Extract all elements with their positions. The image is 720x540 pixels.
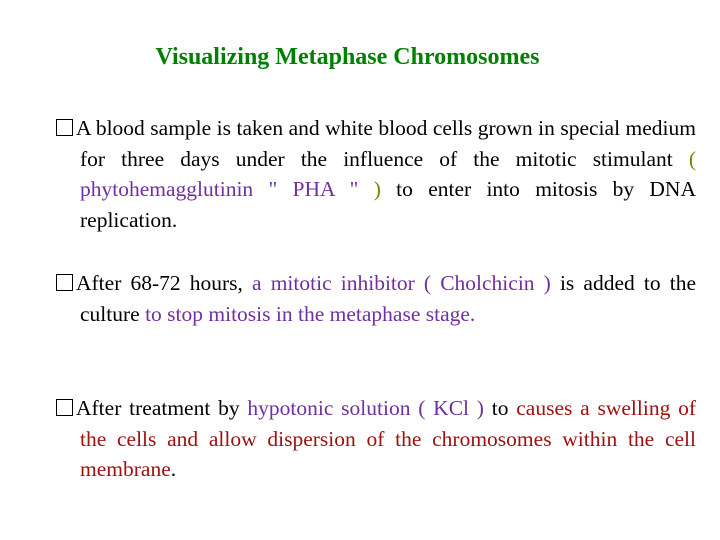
square-bullet-icon <box>56 119 73 136</box>
p1-text-3: to enter into mitosis by DNA replication. <box>80 177 696 232</box>
slide-title: Visualizing Metaphase Chromosomes <box>155 44 540 70</box>
paragraph-hypotonic-treatment <box>56 393 696 485</box>
paragraph-mitotic-inhibitor <box>56 268 696 329</box>
square-bullet-icon <box>56 399 73 416</box>
p1-paren-open: ( <box>688 146 696 171</box>
paragraph-blood-sample <box>56 113 696 235</box>
p2-text-1: After 68-72 hours, <box>76 271 243 295</box>
p1-text-1: A blood sample is taken and white blood cells grown in special medium for three days under the influence of the mitotic stimulant <box>76 116 696 171</box>
p3-period: . <box>170 457 177 481</box>
p3-hypotonic-text: hypotonic solution ( KCl ) <box>247 396 484 420</box>
square-bullet-icon <box>56 274 73 291</box>
p3-text-3: to <box>483 396 517 420</box>
p2-inhibitor-text: a mitotic inhibitor ( Cholchicin ) <box>242 271 551 295</box>
p2-text-3: is added to the culture <box>80 271 696 326</box>
p3-swelling-text: causes a swelling of the cells and allow dispersion of the chromosomes within the cell membrane <box>80 396 697 481</box>
p1-pha-text: phytohemagglutinin " PHA " <box>80 177 359 201</box>
p3-text-1: After treatment by <box>76 396 248 420</box>
p1-paren-close: ) <box>358 177 381 201</box>
p2-metaphase-text: to stop mitosis in the metaphase stage. <box>145 301 476 326</box>
